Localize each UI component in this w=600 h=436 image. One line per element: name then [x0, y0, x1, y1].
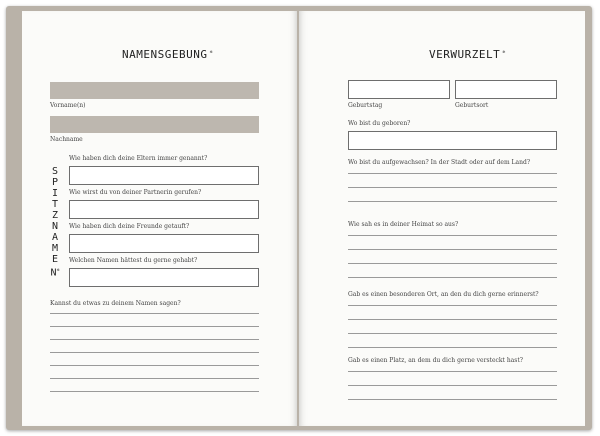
answer-box-partner[interactable]: [69, 200, 259, 219]
question-hiding-place: Gab es einen Platz, an dem du dich gerne versteckt hast?: [348, 357, 523, 364]
writing-line: [348, 263, 557, 264]
title-text: NAMENSGEBUNG: [122, 48, 208, 61]
question-special-place: Gab es einen besonderen Ort, an den du dich gerne erinnerst?: [348, 291, 539, 298]
right-page: [299, 11, 585, 426]
title-text: VERWURZELT: [429, 48, 501, 61]
writing-line: [50, 326, 259, 327]
first-name-label: Vorname(n): [50, 102, 86, 109]
vertical-letter: M: [51, 243, 59, 254]
question-partner: Wie wirst du von deiner Partnerin gerufen?: [69, 189, 202, 196]
page-title-right: [429, 48, 506, 61]
title-mark: ✲: [502, 49, 506, 56]
question-grew-up: Wo bist du aufgewachsen? In der Stadt oder auf dem Land?: [348, 159, 531, 166]
page-title-left: [122, 48, 213, 61]
answer-box-friends[interactable]: [69, 234, 259, 253]
writing-line: [348, 305, 557, 306]
title-mark: ✲: [209, 49, 213, 56]
writing-line: [348, 249, 557, 250]
writing-line: [348, 399, 557, 400]
writing-line: [50, 352, 259, 353]
writing-line: [348, 333, 557, 334]
writing-line: [348, 235, 557, 236]
answer-box-born[interactable]: [348, 131, 557, 150]
nicknames-vertical-heading: [48, 166, 62, 278]
writing-line: [348, 371, 557, 372]
answer-box-wish-name[interactable]: [69, 268, 259, 287]
vertical-letter: T: [51, 199, 59, 210]
writing-line: [348, 201, 557, 202]
last-name-label: Nachname: [50, 136, 83, 143]
question-name-story: Kannst du etwas zu deinem Namen sagen?: [50, 300, 181, 307]
writing-line: [348, 347, 557, 348]
left-page: [22, 11, 297, 426]
writing-line: [348, 319, 557, 320]
answer-box-parents[interactable]: [69, 166, 259, 185]
vertical-letter: E: [51, 254, 59, 265]
vertical-letter: N✲: [50, 267, 60, 279]
question-parents: Wie haben dich deine Eltern immer genannt?: [69, 155, 208, 162]
writing-line: [348, 385, 557, 386]
writing-line: [348, 187, 557, 188]
writing-line: [50, 365, 259, 366]
writing-line: [348, 173, 557, 174]
nicknames-mark: ✲: [56, 267, 60, 273]
first-name-field[interactable]: [50, 82, 259, 99]
book-cover: [6, 6, 592, 430]
birthplace-label: Geburtsort: [455, 102, 489, 109]
birthday-label: Geburtstag: [348, 102, 383, 109]
vertical-letter: I: [51, 188, 59, 199]
birthplace-box[interactable]: [455, 80, 557, 99]
question-friends: Wie haben dich deine Freunde getauft?: [69, 223, 190, 230]
question-wish-name: Welchen Namen hättest du gerne gehabt?: [69, 257, 198, 264]
last-name-field[interactable]: [50, 116, 259, 133]
vertical-letter: S: [51, 166, 59, 177]
writing-line: [50, 378, 259, 379]
writing-line: [50, 313, 259, 314]
question-home: Wie sah es in deiner Heimat so aus?: [348, 221, 459, 228]
vertical-letter: P: [51, 177, 59, 188]
writing-line: [50, 391, 259, 392]
birthday-box[interactable]: [348, 80, 450, 99]
writing-line: [348, 277, 557, 278]
vertical-letter: N: [51, 221, 59, 232]
vertical-letter: Z: [51, 210, 59, 221]
writing-line: [50, 339, 259, 340]
question-born: Wo bist du geboren?: [348, 120, 411, 127]
vertical-letter: A: [51, 232, 59, 243]
